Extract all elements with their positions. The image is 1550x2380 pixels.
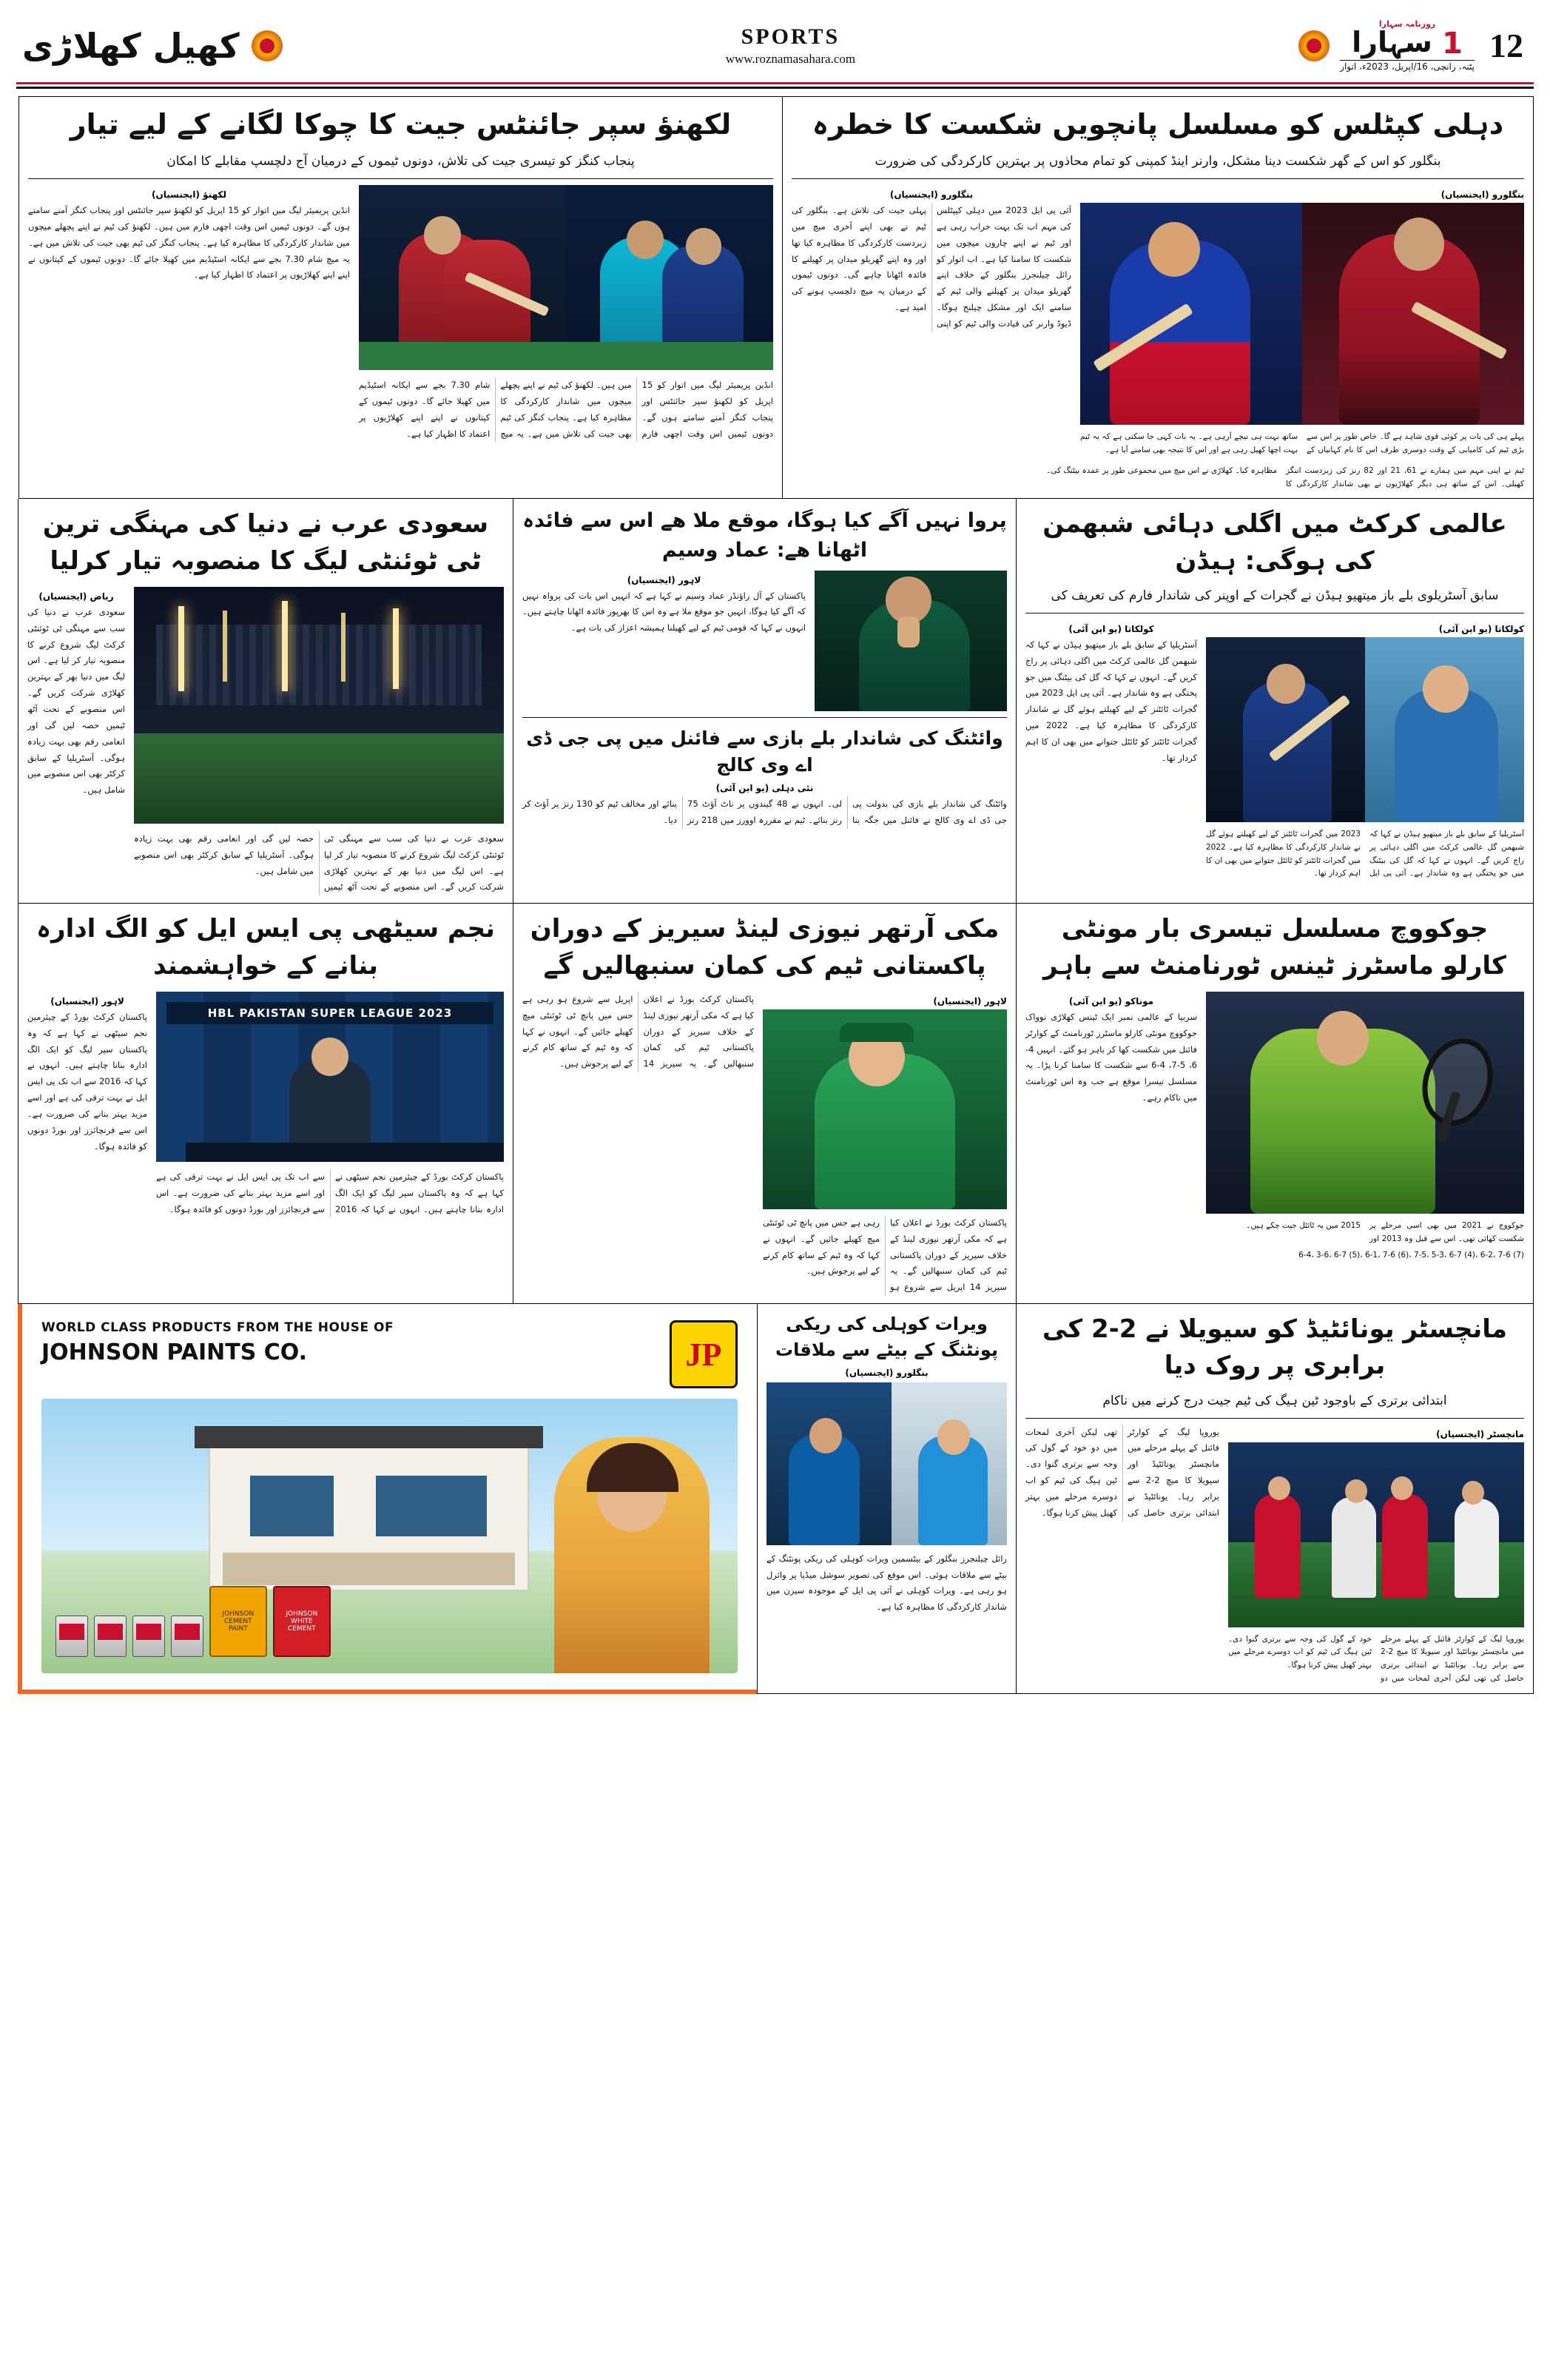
masthead [16, 13, 1534, 84]
article-body: سربیا کے عالمی نمبر ایک ٹینس کھلاڑی نوواک جوکووچ مونٹی کارلو ماسٹرز ٹورنامنٹ کے کوارٹر فائنل میں شکست کھا کر باہر ہو گئے۔ انہیں 4-6، 5-7، 4-6 سے شکست کا سامنا کرنا پڑا۔ یہ مسلسل تیسرا موقع ہے جب وہ اس ٹورنامنٹ میں ناکام رہے۔ [1025, 1011, 1197, 1103]
row-1 [16, 96, 1534, 499]
subheadline: ابتدائی برتری کے باوجود ٹین ہیگ کی ٹیم جیت درج کرنے میں ناکام [1025, 1391, 1524, 1419]
headline: عالمی کرکٹ میں اگلی دہائی شبھمن کی ہوگی: ہیڈن [1042, 509, 1507, 576]
article-body: سعودی عرب نے دنیا کی سب سے مہنگی ٹی ٹوئنٹی کرکٹ لیگ شروع کرنے کا منصوبہ تیار کر لیا ہے۔ اس لیگ میں دنیا بھر کے بہترین کھلاڑی شرکت کریں گے۔ اس منصوبے کے تحت آٹھ ٹیمیں حصہ لیں گی اور انعامی رقم بھی بہت زیادہ ہوگی۔ آسٹریلیا کے سابق کرکٹر بھی اس منصوبے میں شامل ہیں۔ [134, 833, 504, 892]
article-body-col: پاکستان کرکٹ بورڈ کے چیئرمین نجم سیٹھی نے کہا ہے کہ وہ پاکستان سپر لیگ کو ایک الگ ادارہ بنانا چاہتے ہیں۔ انہوں نے کہا کہ 2016 سے اب تک پی ایس ایل نے بہت ترقی کی ہے اور اسے مزید بہتر بنانے کی ضرورت ہے۔ اس سے فرنچائزز اور بورڈ دونوں کو فائدہ ہوگا۔ [27, 1011, 148, 1152]
paint-can-icon-2 [132, 1616, 165, 1657]
headline: مانچسٹر یونائٹیڈ کو سیویلا نے 2-2 کی برابری پر روک دیا [1042, 1314, 1508, 1381]
product-2: JOHNSON CEMENT PAINT [209, 1586, 267, 1657]
paint-can-icon-3 [94, 1616, 127, 1657]
dateline: مانچسٹر (ایجنسیاں) [1436, 1428, 1524, 1439]
jp-logo-icon: JP [670, 1320, 738, 1388]
masthead-center [283, 24, 1299, 67]
dateline: لاہور (ایجنسیاں) [627, 574, 701, 585]
product-1: JOHNSON WHITE CEMENT [273, 1586, 331, 1657]
article-body: یوروپا لیگ کے کوارٹر فائنل کے پہلے مرحلے میں مانچسٹر یونائٹیڈ اور سیویلا کا میچ 2-2 سے برابر رہا۔ یونائٹیڈ نے ابتدائی برتری حاصل کی تھی لیکن آخری لمحات میں دو خود کے گول کی وجہ سے برتری گنوا دی۔ ٹین ہیگ کی ٹیم کو اب دوسرے مرحلے میں بہتر کھیل پیش کرنا ہوگا۔ [1025, 1426, 1220, 1518]
article-photo-heyden-gill [1206, 637, 1524, 822]
article-photo-dc-rcb [1080, 203, 1524, 425]
article-photo-imad [815, 571, 1007, 711]
headline-imad: پروا نہیں آگے کیا ہوگا، موقع ملا ھے اس سے فائدہ اٹھانا ھے: عماد وسیم [522, 509, 1007, 562]
article-body: پاکستان کے آل راؤنڈر عماد وسیم نے کہا ہے کہ انہیں اس بات کی پرواہ نہیں کہ آگے کیا ہوگا، انہیں جو موقع ملا ہے وہ اس کا بھرپور فائدہ اٹھانا چاہتے ہیں۔ انہوں نے کہا کہ قومی ٹیم کے لیے کھیلنا ہمیشہ اعزاز کی بات ہے۔ [522, 590, 806, 633]
article-najam-sethi [18, 904, 513, 1304]
ad-brand-name: JOHNSON PAINTS CO. [41, 1339, 308, 1366]
row-4 [16, 1304, 1534, 1694]
ad-tagline: WORLD CLASS PRODUCTS FROM THE HOUSE OF [41, 1320, 394, 1336]
headline: لکھنؤ سپر جائنٹس جیت کا چوکا لگانے کے لیے تیار [70, 108, 732, 141]
logo-top-text: روزنامہ سہارا [1378, 19, 1436, 29]
article-body: آسٹریلیا کے سابق بلے باز میتھیو ہیڈن نے کہا کہ شبھمن گل عالمی کرکٹ میں اگلی دہائی پر راج کریں گے۔ انہوں نے کہا کہ گل کی بیٹنگ میں جو پختگی ہے وہ شاندار ہے۔ آئی پی ایل 2023 میں گجرات ٹائٹنز کے لیے کھیلتے ہوئے گل نے شاندار کارکردگی کا مظاہرہ کیا ہے۔ 2022 میں گجرات ٹائٹنز کو ٹائٹل جتوانے میں بھی ان کا اہم کردار تھا۔ [1025, 639, 1198, 763]
sun-ornament-icon-2 [252, 30, 283, 61]
headline: سعودی عرب نے دنیا کی مہنگی ترین ٹی ٹوئنٹی لیگ کا منصوبہ تیار کرلیا [42, 509, 489, 576]
dateline: ریاض (ایجنسیاں) [38, 591, 114, 602]
dateline-2: بنگلورو (ایجنسیاں) [889, 189, 974, 200]
photo-caption: پہلے ہی کی بات پر کوئی قوی شاہد ہے گا۔ خاص طور پر اس سے بڑی ٹیم کی کامیابی کے وقت دوسری طرف اس کا نام کہانیاں کے ساتھ بہت ہی نیچے آرہی ہے۔ یہ بات کہی جا سکتی ہے کہ یہ ٹیم بہت اچھا کھیل رہی ہے اور اس کا نتیجہ بھی سامنے آیا ہے۔ [1080, 431, 1524, 454]
masthead-left [1298, 20, 1528, 71]
article-body: پاکستان کرکٹ بورڈ نے اعلان کیا ہے کہ مکی آرتھر نیوزی لینڈ کے خلاف سیریز کے دوران پاکستانی ٹیم کی کمان سنبھالیں گے۔ یہ سیریز 14 اپریل سے شروع ہو رہی ہے جس میں پانچ ٹی ٹوئنٹی میچ کھیلے جائیں گے۔ انہوں نے کہا کہ وہ ٹیم کے ساتھ کام کرنے کے لیے پرجوش ہیں۔ [763, 1217, 1007, 1293]
article-photo-arthur [763, 1009, 1007, 1209]
headline: نجم سیٹھی پی ایس ایل کو الگ ادارہ بنانے کے خواہشمند [36, 914, 495, 981]
dateline: بنگلورو (ایجنسیاں) [845, 1367, 929, 1378]
advertisement[interactable] [18, 1304, 757, 1694]
photo-caption-2: ٹیم نے اپنی مہم میں ہمارے نے 61، 21 اور 82 رنز کی زبردست اننگز کھیلی۔ اس کے ساتھ ہی دیگر کھلاڑیوں نے بھی شاندار کارکردگی کا مظاہرہ کیا۔ کھلاڑی نے اس میچ میں مجموعی طور پر عمدہ بیٹنگ کی۔ [1046, 465, 1525, 488]
article-photo-lsg-pbks [359, 185, 773, 370]
photo-caption: آسٹریلیا کے سابق بلے باز میتھیو ہیڈن نے کہا کہ شبھمن گل عالمی کرکٹ میں اگلی دہائی پر راج کریں گے۔ انہوں نے کہا کہ گل کی بیٹنگ میں جو پختگی ہے وہ شاندار ہے۔ آئی پی ایل 2023 میں گجرات ٹائٹنز کے لیے کھیلتے ہوئے گل نے شاندار کارکردگی کا مظاہرہ کیا ہے۔ 2022 میں گجرات ٹائٹنز کو ٹائٹل جتوانے میں بھی ان کا اہم کردار تھا۔ [1206, 829, 1524, 878]
article-saudi-league [18, 499, 513, 904]
article-delhi-capitals [782, 96, 1534, 499]
subheadline: بنگلور کو اس کے گھر شکست دینا مشکل، وارنر اینڈ کمپنی کو تمام محاذوں پر بہترین کارکردگی کی ضرورت [792, 151, 1524, 179]
article-body-cols: پاکستان کرکٹ بورڈ نے اعلان کیا ہے کہ مکی آرتھر نیوزی لینڈ کے خلاف سیریز کے دوران پاکستانی ٹیم کی کمان سنبھالیں گے۔ یہ سیریز 14 اپریل سے شروع ہو رہی ہے جس میں پانچ ٹی ٹوئنٹی میچ کھیلے جائیں گے۔ انہوں نے کہا کہ وہ ٹیم کے ساتھ کام کرنے کے لیے پرجوش ہیں۔ [522, 993, 754, 1069]
masthead-right [22, 26, 283, 66]
article-djokovic [1016, 904, 1534, 1304]
article-photo-stadium [134, 587, 504, 824]
dateline: بنگلورو (ایجنسیاں) [1441, 189, 1524, 200]
article-body: رائل چیلنجرز بنگلور کے بیٹسمین ویرات کوہلی کی ریکی پونٹنگ کے بیٹے سے ملاقات ہوئی۔ اس موقع کی تصویر سوشل میڈیا پر وائرل ہو رہی ہے۔ ویرات کوہلی نے آئی پی ایل کے موجودہ سیزن میں شاندار کارکردگی کا مظاہرہ کیا ہے۔ [766, 1553, 1007, 1613]
website-url[interactable]: www.roznamasahara.com [725, 52, 856, 66]
ad-model-figure [554, 1437, 710, 1673]
subheadline: سابق آسٹریلوی بلے باز میتھیو ہیڈن نے گجرات کے اوپنر کی شاندار فارم کی تعریف کی [1025, 585, 1524, 614]
article-mickey-arthur [513, 904, 1016, 1304]
row-3 [16, 904, 1534, 1304]
article-photo-virat [766, 1382, 1007, 1545]
article-imad-and-pdav [513, 499, 1016, 904]
dateline: کولکاتا (یو این آئی) [1438, 623, 1524, 634]
photo-caption: یوروپا لیگ کے کوارٹر فائنل کے پہلے مرحلے میں مانچسٹر یونائٹیڈ اور سیویلا کا میچ 2-2 سے برابر رہا۔ یونائٹیڈ نے ابتدائی برتری حاصل کی تھی لیکن آخری لمحات میں دو خود کے گول کی وجہ سے برتری گنوا دی۔ ٹین ہیگ کی ٹیم کو اب دوسرے مرحلے میں بہتر کھیل پیش کرنا ہوگا۔ [1228, 1634, 1524, 1684]
article-body: پاکستان کرکٹ بورڈ کے چیئرمین نجم سیٹھی نے کہا ہے کہ وہ پاکستان سپر لیگ کو ایک الگ ادارہ بنانا چاہتے ہیں۔ انہوں نے کہا کہ 2016 سے اب تک پی ایس ایل نے بہت ترقی کی ہے اور اسے مزید بہتر بنانے کی ضرورت ہے۔ اس سے فرنچائزز اور بورڈ دونوں کو فائدہ ہوگا۔ [156, 1171, 504, 1214]
article-heyden [1016, 499, 1534, 904]
article-photo-djokovic [1206, 992, 1524, 1214]
dateline: لکھنؤ (ایجنسیاں) [152, 189, 226, 200]
row-2 [16, 499, 1534, 904]
article-photo-football [1228, 1442, 1524, 1627]
article-body: آئی پی ایل 2023 میں دہلی کیپٹلس کی مہم اب تک بہت خراب رہی ہے اور ٹیم نے اپنے چاروں میچوں میں شکست کا سامنا کیا ہے۔ اب اتوار کو رائل چیلنجرز بنگلور کے خلاف اپنے گھریلو میدان پر کھیلنے والی ٹیم کے سامنے ایک اور مشکل چیلنج ہوگا۔ ڈیوڈ وارنر کی قیادت والی ٹیم کو اپنی پہلی جیت کی تلاش ہے۔ بنگلور کی ٹیم نے بھی اپنے آخری میچ میں زبردست کارکردگی کا مظاہرہ کیا تھا اور وہ اپنے گھریلو میدان پر کھیلنے کا فائدہ اٹھانا چاہے گی۔ دونوں ٹیموں کے درمیان یہ میچ دلچسپ ہونے کی امید ہے۔ [792, 204, 1071, 329]
headline: ویرات کوہلی کی ریکی پونٹنگ کے بیٹے سے ملاقات [775, 1314, 998, 1360]
section-title-ur: کھیل کھلاڑی [22, 25, 240, 66]
publication-date: پٹنہ، رانچی، 16/اپریل، 2023ء، اتوار [1340, 61, 1475, 72]
headline: جوکووچ مسلسل تیسری بار مونٹی کارلو ماسٹرز ٹینس ٹورنامنٹ سے باہر [1043, 914, 1506, 981]
dateline-2: کولکاتا (یو این آئی) [1068, 623, 1154, 634]
psl-banner-text: HBL PAKISTAN SUPER LEAGUE 2023 [166, 1002, 493, 1024]
masthead-divider [16, 87, 1534, 89]
article-body-pdav: وائٹنگ کی شاندار بلے بازی کی بدولت پی جی ڈی اے وی کالج نے فائنل میں جگہ بنا لی۔ انہوں نے 48 گیندوں پر ناٹ آؤٹ 75 رنز بنائے۔ ٹیم نے مقررہ اوورز میں 218 رنز بنائے اور مخالف ٹیم کو 130 رنز پر آؤٹ کر دیا۔ [522, 799, 1007, 825]
headline: دہلی کپٹلس کو مسلسل پانچویں شکست کا خطرہ [812, 108, 1504, 141]
article-man-utd [1016, 1304, 1534, 1694]
article-body-col: سعودی عرب نے دنیا کی سب سے مہنگی ٹی ٹوئنٹی کرکٹ لیگ شروع کرنے کا منصوبہ تیار کر لیا ہے۔ اس لیگ میں دنیا بھر کے بہترین کھلاڑی شرکت کریں گے۔ اس منصوبے کے تحت آٹھ ٹیمیں حصہ لیں گی اور انعامی رقم بھی بہت زیادہ ہوگی۔ آسٹریلیا کے سابق کرکٹر بھی اس منصوبے میں شامل ہیں۔ [27, 606, 125, 796]
dateline: لاہور (ایجنسیاں) [50, 995, 124, 1006]
sun-ornament-icon [1298, 30, 1330, 61]
photo-caption: جوکووچ نے 2021 میں بھی اسی مرحلے پر شکست کھائی تھی۔ اس سے قبل وہ 2013 اور 2015 میں یہ ٹائٹل جیت چکے ہیں۔ [1246, 1220, 1524, 1243]
paint-can-icon-1 [171, 1616, 203, 1657]
headline-pdav: وائٹنگ کی شاندار بلے بازی سے فائنل میں پی جی ڈی اے وی کالج [526, 727, 1003, 776]
article-virat-ponting [757, 1304, 1016, 1694]
paint-can-icon-4 [55, 1616, 88, 1657]
article-lucknow-punjab [18, 96, 782, 499]
headline: مکی آرتھر نیوزی لینڈ سیریز کے دوران پاکستانی ٹیم کی کمان سنبھالیں گے [530, 914, 1000, 981]
logo-mark-icon: 1 [1442, 27, 1463, 61]
match-scores: 6-4، 3-6، 6-7 (5)، 6-1، 7-6 (6)، 7-5، 5-3، 6-7 (4)، 6-2، 7-6 (7) [1298, 1250, 1524, 1260]
newspaper-logo [1340, 20, 1475, 71]
dateline: موناکو (یو این آئی) [1068, 995, 1154, 1006]
dateline-pdav: نئی دہلی (یو این آئی) [715, 783, 814, 794]
subheadline: پنجاب کنگز کو تیسری جیت کی تلاش، دونوں ٹیموں کے درمیان آج دلچسپ مقابلے کا امکان [28, 151, 773, 179]
article-body-col: انڈین پریمیئر لیگ میں اتوار کو 15 اپریل کو لکھنؤ سپر جائنٹس اور پنجاب کنگز آمنے سامنے ہوں گے۔ دونوں ٹیمیں اس وقت اچھی فارم میں ہیں۔ لکھنؤ کی ٹیم نے اپنے پچھلے میچوں میں شاندار کارکردگی کا مظاہرہ کیا ہے۔ پنجاب کنگز کی ٹیم بھی جیت کی تلاش میں ہے۔ یہ میچ شام 7.30 بجے سے ایکانہ اسٹیڈیم میں کھیلا جائے گا۔ دونوں ٹیموں کے کپتانوں نے اپنے اپنے کھلاڑیوں پر اعتماد کا اظہار کیا ہے۔ [28, 204, 351, 280]
logo-main-text: 1 سہارا [1352, 26, 1463, 61]
article-body: انڈین پریمیئر لیگ میں اتوار کو 15 اپریل کو لکھنؤ سپر جائنٹس اور پنجاب کنگز آمنے سامنے ہوں گے۔ دونوں ٹیمیں اس وقت اچھی فارم میں ہیں۔ لکھنؤ کی ٹیم نے اپنے پچھلے میچوں میں شاندار کارکردگی کا مظاہرہ کیا ہے۔ پنجاب کنگز کی ٹیم بھی جیت کی تلاش میں ہے۔ یہ میچ شام 7.30 بجے سے ایکانہ اسٹیڈیم میں کھیلا جائے گا۔ دونوں ٹیموں کے کپتانوں نے اپنے اپنے کھلاڑیوں پر اعتماد کا اظہار کیا ہے۔ [359, 379, 773, 439]
page-number: 12 [1489, 26, 1523, 64]
article-photo-psl-presser [156, 992, 504, 1162]
dateline: لاہور (ایجنسیاں) [933, 995, 1007, 1006]
section-title-en: SPORTS [741, 24, 840, 49]
